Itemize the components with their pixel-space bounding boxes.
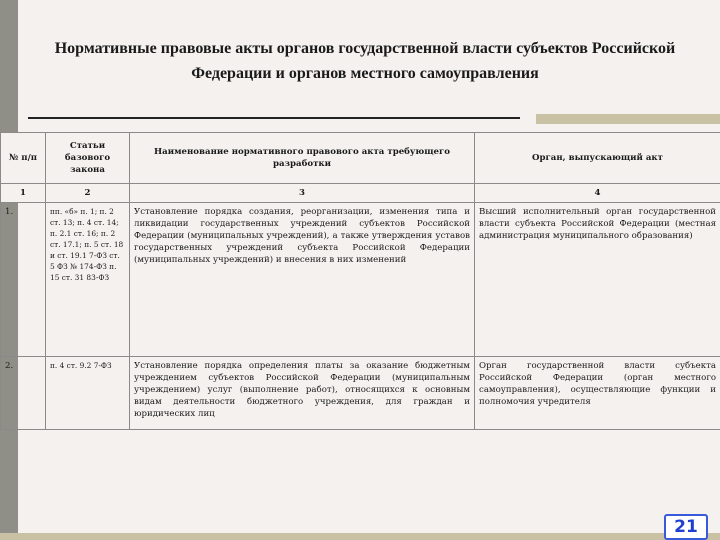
column-number: 4	[475, 184, 720, 203]
column-number: 2	[46, 184, 130, 203]
row-act-name: Установление порядка определения платы за оказание бюджетным учреждением субъектов Российской Федерации (муниципальным учреждением) услуг (выполнение работ), относящихся к основным видам деятельности бюджетного учреждения, для граждан и юридических лиц	[130, 357, 475, 430]
column-number: 3	[130, 184, 475, 203]
row-organ: Орган государственной власти субъекта Российской Федерации (орган местного самоуправления), осуществляющие функции и полномочия учредителя	[475, 357, 720, 430]
column-number-row	[1, 184, 720, 203]
table-header-row	[1, 133, 720, 184]
row-article: пп. «б» п. 1; п. 2 ст. 13; п. 4 ст. 14; п. 2.1 ст. 16; п. 2 ст. 17.1; п. 5 ст. 18 и ст. 19.1 7-ФЗ ст. 5 ФЗ № 174-ФЗ п. 15 ст. 31 83-ФЗ	[46, 203, 130, 357]
row-number: 1.	[1, 203, 46, 357]
bottom-accent-bar	[0, 533, 720, 540]
acts-table	[0, 132, 720, 430]
row-article: п. 4 ст. 9.2 7-ФЗ	[46, 357, 130, 430]
header-act-name: Наименование нормативного правового акта требующего разработки	[130, 133, 475, 184]
header-article: Статьи базового закона	[46, 133, 130, 184]
slide-title: Нормативные правовые акты органов государственной власти субъектов Российской Федерации и органов местного самоуправления	[54, 40, 676, 82]
row-number: 2.	[1, 357, 46, 430]
title-divider-line	[28, 117, 520, 119]
column-number: 1	[1, 184, 46, 203]
table-row	[1, 203, 720, 357]
header-num: № п/п	[1, 133, 46, 184]
header-organ: Орган, выпускающий акт	[475, 133, 720, 184]
title-divider-bar	[536, 114, 720, 124]
table-row	[1, 357, 720, 430]
row-organ: Высший исполнительный орган государственной власти субъекта Российской Федерации (местная администрация муниципального образования)	[475, 203, 720, 357]
row-act-name: Установление порядка создания, реорганизации, изменения типа и ликвидации государственных учреждений субъектов Российской Федерации (муниципальных учреждений), а также утверждения уставов государственных учреждений субъекта Российской Федерации (муниципальных учреждений) и внесения в них изменений	[130, 203, 475, 357]
page-number-badge: 21	[664, 514, 708, 540]
